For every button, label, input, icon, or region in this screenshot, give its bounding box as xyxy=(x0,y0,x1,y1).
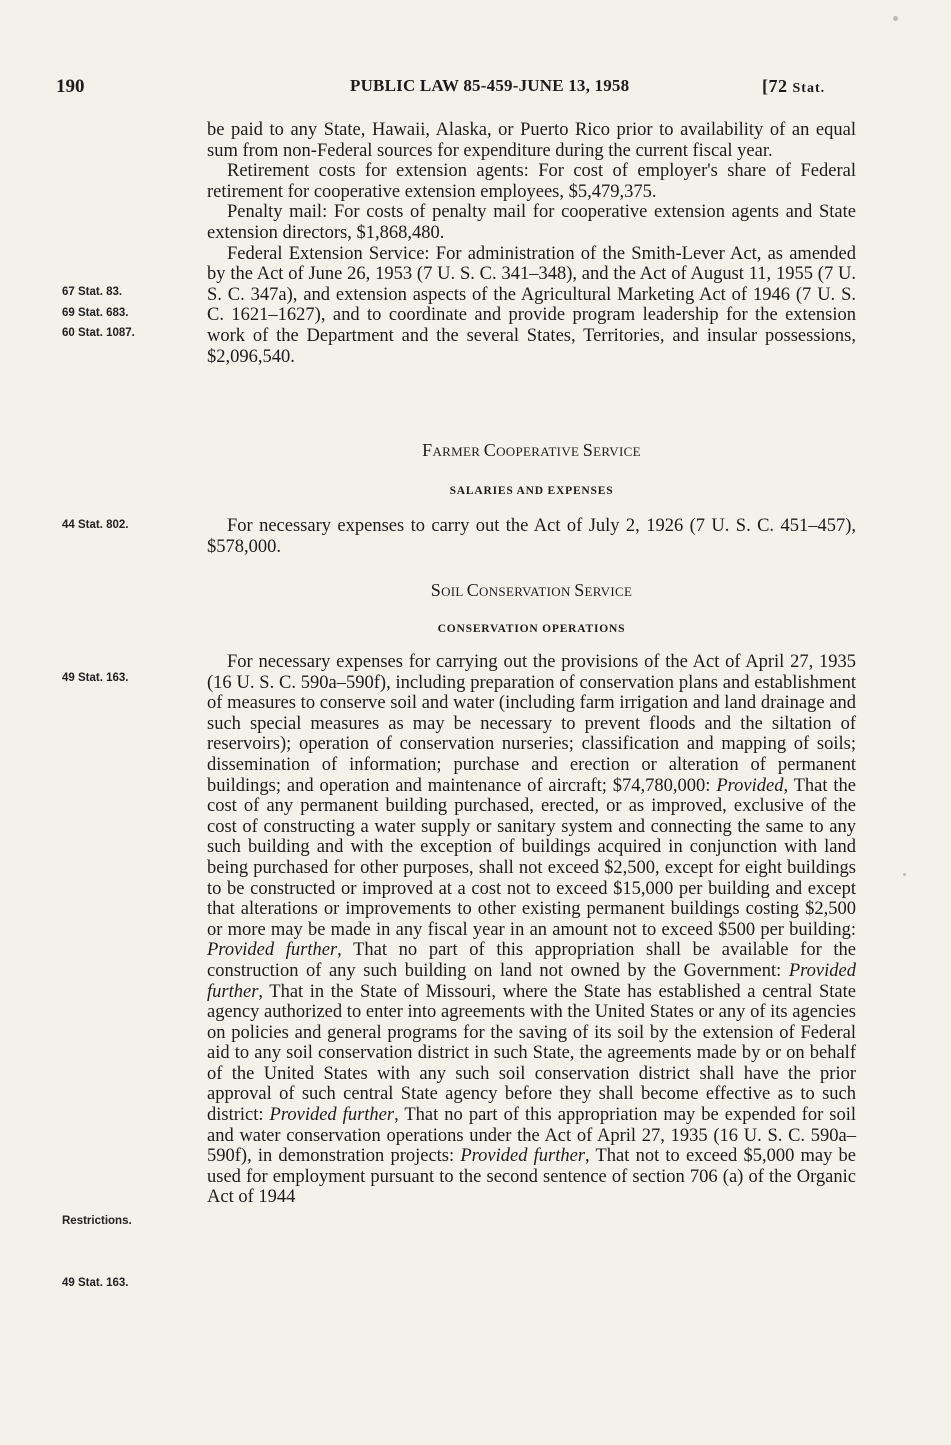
subheading-salaries-and-expenses: SALARIES AND EXPENSES xyxy=(449,485,614,497)
margin-note: 60 Stat. 1087. xyxy=(62,327,135,339)
margin-note: 49 Stat. 163. xyxy=(62,1277,129,1289)
text-block-conservation-operations xyxy=(207,652,856,1208)
paragraph-penalty-mail: Penalty mail: For costs of penalty mail for cooperative extension agents and State extension directors, $1,868,480. xyxy=(207,202,856,243)
paragraph-federal-extension-service: Federal Extension Service: For administration of the Smith-Lever Act, as amended by the Act of June 26, 1953 (7 U. S. C. 341–348), and the Act of August 11, 1955 (7 U. S. C. 347a), and extension aspects of the Agricultural Marketing Act of 1946 (7 U. S. C. 1621–1627), and to coordinate and provide program leadership for the extension work of the Department and the several States, Territories, and insular possessions, $2,096,540. xyxy=(207,243,856,367)
text-block-farmer-cooperative xyxy=(207,516,856,557)
paragraph-conservation-operations: For necessary expenses for carrying out the provisions of the Act of April 27, 1935 (16 U. S. C. 590a–590f), including preparation of conservation plans and establishment of measures to conserve soil and water (including farm irrigation and land drainage and such special measures as may be necessary to prevent floods and the siltation of reservoirs); operation of conservation nurseries; classification and mapping of soils; dissemination of information; purchase and erection or alteration of permanent buildings; and operation and maintenance of aircraft; $74,780,000: Provided, That the cost of any permanent building purchased, erected, or as improved, exclusive of the cost of constructing a water supply or sanitary system and connecting the same to any such building and with the exception of buildings acquired in conjunction with land being purchased for other purposes, shall not exceed $2,500, except for eight buildings to be constructed or improved at a cost not to exceed $15,000 per building and except that alterations or improvements to other existing permanent buildings costing $2,500 or more may be made in any fiscal year in an amount not to exceed $500 per building: Provided further, That no part of this appropriation shall be available for the construction of any such building on land not owned by the Government: Provided further, That in the State of Missouri, where the State has established a central State agency authorized to enter into agreements with the United States or any of its agencies on policies and general programs for the saving of its soil by the extension of Federal aid to any soil conservation district in such State, the agreements made by or on behalf of the United States with any such soil conservation district shall have the prior approval of such central State agency before they shall become effective as to such district: Provided further, That no part of this appropriation may be expended for soil and water conservation operations under the Act of April 27, 1935 (16 U. S. C. 590a–590f), in demonstration projects: Provided further, That not to exceed $5,000 may be used for employment pursuant to the second sentence of section 706 (a) of the Organic Act of 1944 xyxy=(207,652,857,1208)
paragraph: be paid to any State, Hawaii, Alaska, or Puerto Rico prior to availability of an equal sum from non-Federal sources for expenditure during the current fiscal year. xyxy=(207,120,856,161)
margin-note: Restrictions. xyxy=(62,1215,132,1227)
paragraph-retirement-costs: Retirement costs for extension agents: For cost of employer's share of Federal retirement for cooperative extension employees, $5,479,375. xyxy=(207,161,856,202)
text-block-extension xyxy=(207,120,856,367)
section-heading-farmer-cooperative-service: FARMER COOPERATIVE SERVICE xyxy=(422,440,641,460)
volume-prefix: [72 xyxy=(762,76,793,96)
margin-note: 44 Stat. 802. xyxy=(62,519,129,531)
margin-note: 49 Stat. 163. xyxy=(62,672,129,684)
scan-speck xyxy=(903,873,906,876)
subheading-conservation-operations: CONSERVATION OPERATIONS xyxy=(437,623,626,635)
volume-suffix: Stat. xyxy=(792,81,826,96)
running-title: PUBLIC LAW 85-459-JUNE 13, 1958 xyxy=(350,76,630,95)
margin-note: 67 Stat. 83. xyxy=(62,286,123,298)
volume-reference xyxy=(762,76,825,97)
section-heading-soil-conservation-service: SOIL CONSERVATION SERVICE xyxy=(430,580,633,600)
scan-speck xyxy=(893,16,898,21)
paragraph: For necessary expenses to carry out the Act of July 2, 1926 (7 U. S. C. 451–457), $578,000. xyxy=(207,516,856,557)
margin-note: 69 Stat. 683. xyxy=(62,307,129,319)
page-number: 190 xyxy=(56,76,85,97)
page-header xyxy=(0,76,951,106)
